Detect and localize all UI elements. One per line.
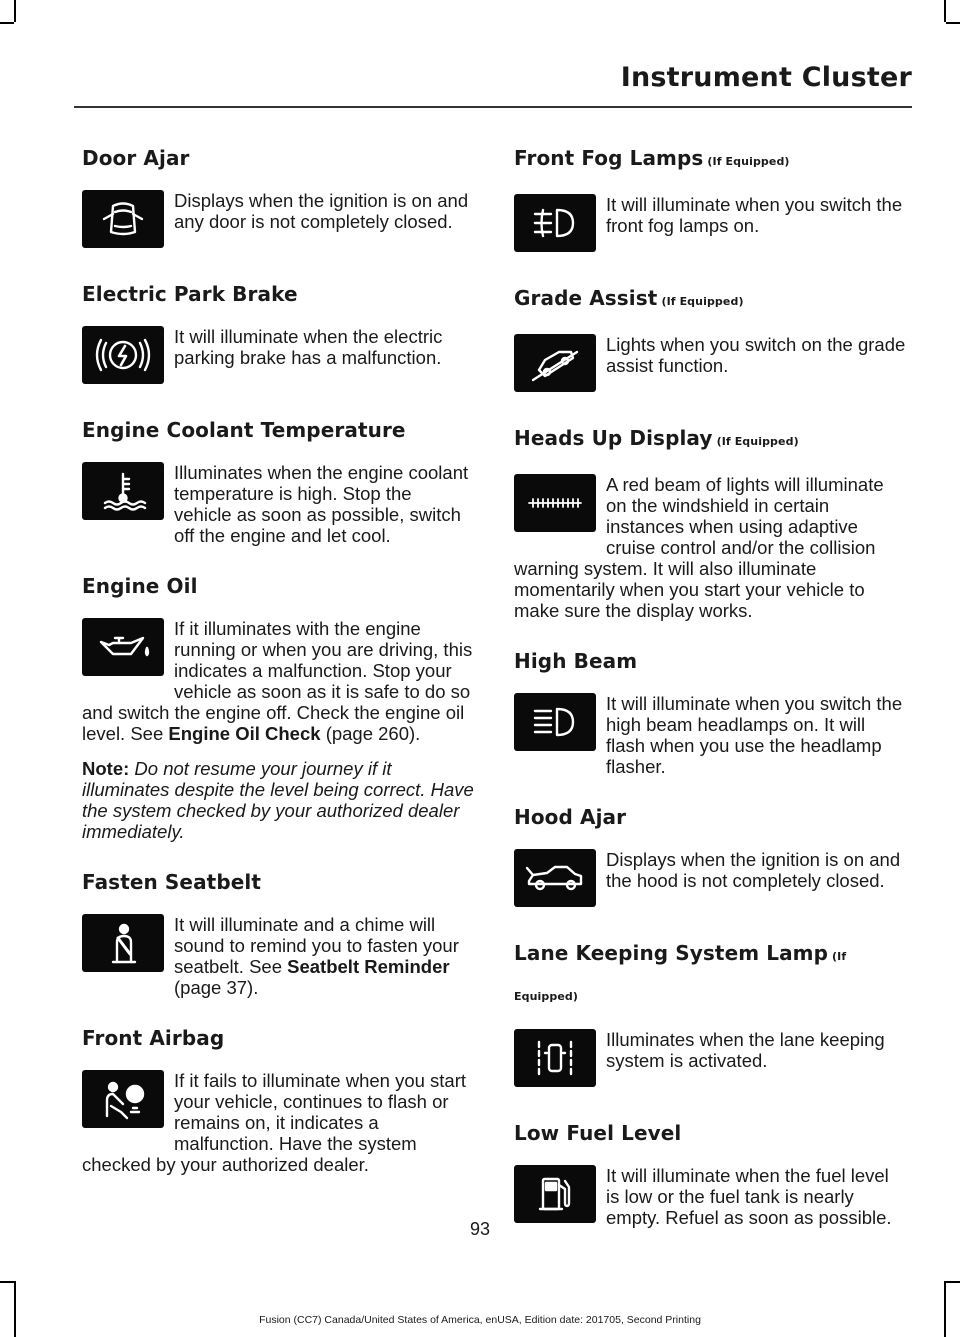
heading-hood-ajar: Hood Ajar <box>514 805 627 829</box>
footer-text: Fusion (CC7) Canada/United States of America, enUSA, Edition date: 201705, Second Printing <box>259 1314 701 1326</box>
text-grade-assist: Lights when you switch on the grade assist function. <box>606 334 906 376</box>
section-front-airbag <box>82 1020 474 1175</box>
section-front-fog-lamps <box>514 140 906 258</box>
crop-mark <box>0 22 14 24</box>
oil-can-icon <box>82 618 164 676</box>
text-coolant-temperature: Illuminates when the engine coolant temperature is high. Stop the vehicle as soon as possible, switch off the engine and let cool. <box>174 462 469 546</box>
note-label: Note: <box>82 758 130 779</box>
page-number: 93 <box>469 1219 491 1239</box>
coolant-temp-icon <box>82 462 164 520</box>
right-column <box>514 140 906 1251</box>
section-electric-park-brake <box>82 276 474 390</box>
section-heads-up-display <box>514 420 906 621</box>
seatbelt-body: It will illuminate and a chime will sound to remind you to fasten your seatbelt. See <box>174 914 459 977</box>
high-beam-icon <box>514 693 596 751</box>
ref-seatbelt-reminder[interactable]: Seatbelt Reminder <box>287 956 450 977</box>
heading-lane-keeping <box>514 935 906 1015</box>
engine-oil-body: If it illuminates with the engine running or when you are driving, this indicates a malfunction. Stop your vehicle as soon as it is safe to do so and switch the engine off. Check the engine oil level. See <box>82 618 473 744</box>
note-engine-oil <box>82 758 474 842</box>
text-high-beam: It will illuminate when you switch the high beam headlamps on. It will flash when you use the headlamp flasher. <box>606 693 903 777</box>
text-electric-park-brake: It will illuminate when the electric parking brake has a malfunction. <box>174 326 443 368</box>
section-fasten-seatbelt <box>82 864 474 998</box>
section-hood-ajar <box>514 799 906 913</box>
section-high-beam <box>514 643 906 777</box>
left-column <box>82 140 474 1197</box>
heading-engine-oil: Engine Oil <box>82 574 198 598</box>
section-low-fuel-level <box>514 1115 906 1229</box>
fuel-pump-icon <box>514 1165 596 1223</box>
crop-mark <box>0 1281 14 1283</box>
heading-front-airbag: Front Airbag <box>82 1026 225 1050</box>
crop-mark <box>946 22 960 24</box>
section-engine-oil <box>82 568 474 842</box>
title-rule <box>74 106 912 108</box>
section-door-ajar <box>82 140 474 254</box>
heading-text: Lane Keeping System Lamp <box>514 941 829 965</box>
text-hood-ajar: Displays when the ignition is on and the hood is not completely closed. <box>606 849 901 891</box>
text-heads-up-display: A red beam of lights will illuminate on the windshield in certain instances when using adaptive cruise control and/or the collision warning system. It will also illuminate momentarily when you start your vehicle to make sure the display works. <box>514 474 884 621</box>
text-lane-keeping: Illuminates when the lane keeping system is activated. <box>606 1029 885 1071</box>
heading-low-fuel-level: Low Fuel Level <box>514 1121 682 1145</box>
text-front-airbag: If it fails to illuminate when you start your vehicle, continues to flash or remains on, it indicates a malfunction. Have the system checked by your authorized dealer. <box>82 1070 467 1175</box>
heading-high-beam: High Beam <box>514 649 638 673</box>
heads-up-display-icon <box>514 474 596 532</box>
park-brake-icon <box>82 326 164 384</box>
lane-keeping-icon <box>514 1029 596 1087</box>
fog-lamp-icon <box>514 194 596 252</box>
if-equipped-tag: (If Equipped) <box>514 950 847 1003</box>
heading-door-ajar: Door Ajar <box>82 146 190 170</box>
page-title: Instrument Cluster <box>620 62 912 93</box>
heading-text: Heads Up Display <box>514 426 713 450</box>
hood-ajar-icon <box>514 849 596 907</box>
crop-mark <box>944 0 946 22</box>
crop-mark <box>14 0 16 22</box>
seatbelt-icon <box>82 914 164 972</box>
if-equipped-tag: (If Equipped) <box>716 435 799 448</box>
grade-assist-icon <box>514 334 596 392</box>
heading-fasten-seatbelt: Fasten Seatbelt <box>82 870 262 894</box>
crop-mark <box>946 1281 960 1283</box>
text-door-ajar: Displays when the ignition is on and any door is not completely closed. <box>174 190 469 232</box>
note-text: Do not resume your journey if it illuminates despite the level being correct. Have the system checked by your authorized dealer immediately. <box>82 758 474 842</box>
heading-coolant-temperature: Engine Coolant Temperature <box>82 418 406 442</box>
crop-mark <box>944 1281 946 1337</box>
heading-text: Front Fog Lamps <box>514 146 704 170</box>
ref-engine-oil-check[interactable]: Engine Oil Check <box>168 723 321 744</box>
heading-front-fog-lamps <box>514 140 906 180</box>
airbag-icon <box>82 1070 164 1128</box>
crop-mark <box>14 1281 16 1337</box>
text-low-fuel-level: It will illuminate when the fuel level is low or the fuel tank is nearly empty. Refuel as soon as possible. <box>606 1165 892 1228</box>
if-equipped-tag: (If Equipped) <box>661 295 744 308</box>
if-equipped-tag: (If Equipped) <box>707 155 790 168</box>
page-ref: (page 37). <box>174 977 259 998</box>
heading-text: Grade Assist <box>514 286 658 310</box>
section-lane-keeping <box>514 935 906 1093</box>
section-grade-assist <box>514 280 906 398</box>
heading-heads-up-display <box>514 420 906 460</box>
text-front-fog-lamps: It will illuminate when you switch the front fog lamps on. <box>606 194 903 236</box>
heading-electric-park-brake: Electric Park Brake <box>82 282 298 306</box>
door-ajar-icon <box>82 190 164 248</box>
page-ref: (page 260). <box>325 723 421 744</box>
section-coolant-temperature <box>82 412 474 546</box>
heading-grade-assist <box>514 280 906 320</box>
